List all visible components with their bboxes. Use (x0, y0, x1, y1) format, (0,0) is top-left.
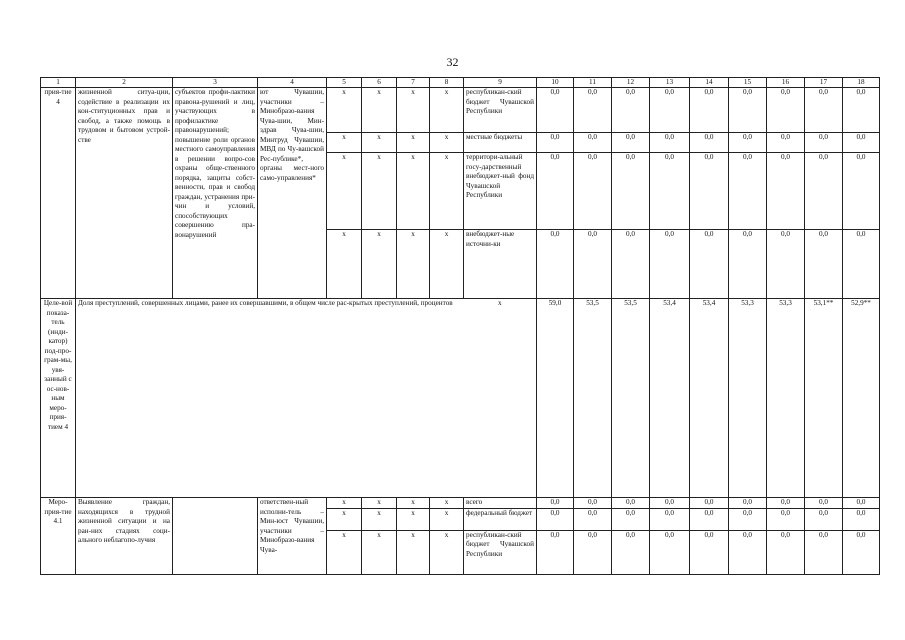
measure-4-1-code-cell: x (430, 498, 464, 509)
measure-4-value-cell: 0,0 (612, 133, 650, 153)
measure-4-1-value-cell: 0,0 (690, 530, 729, 574)
measure-4-value-cell: 0,0 (843, 153, 880, 230)
column-header-10: 10 (537, 78, 574, 88)
measure-4-code-cell: x (327, 153, 362, 230)
column-header-9: 9 (464, 78, 537, 88)
measure-4-code-cell: x (397, 88, 430, 133)
measure-4-1-value-cell: 0,0 (650, 508, 690, 530)
indicator-value-cell: 59,0 (537, 299, 574, 498)
measure-4-1-code-cell: x (362, 530, 397, 574)
measure-4-value-cell: 0,0 (767, 88, 805, 133)
indicator-text: Доля преступлений, совершенных лицами, ранее их совершавшими, в общем числе рас-крытых преступлений, процентов (76, 299, 464, 498)
measure-4-value-cell: 0,0 (650, 133, 690, 153)
measure-4-code-cell: x (327, 133, 362, 153)
measure-4-code-cell: x (397, 153, 430, 230)
measure-4-1-value-cell: 0,0 (843, 530, 880, 574)
measure-4-1-code-cell: x (327, 498, 362, 509)
measure-4-value-cell: 0,0 (650, 230, 690, 299)
measure-4-value-cell: 0,0 (729, 153, 767, 230)
measure-4-value-cell: 0,0 (650, 88, 690, 133)
measure-4-code-cell: x (430, 230, 464, 299)
measure-4-1-code-cell: x (362, 498, 397, 509)
measure-4-value-cell: 0,0 (690, 153, 729, 230)
measure-4-1-code-cell: x (362, 508, 397, 530)
measure-4-value-cell: 0,0 (537, 88, 574, 133)
column-header-14: 14 (690, 78, 729, 88)
measure-4-1-value-cell: 0,0 (612, 508, 650, 530)
measure-4-row (41, 88, 880, 133)
measure-4-1-value-cell: 0,0 (729, 508, 767, 530)
measure-4-value-cell: 0,0 (574, 230, 612, 299)
measure-4-1-code-cell: x (327, 530, 362, 574)
measure-4-value-cell: 0,0 (574, 133, 612, 153)
column-header-13: 13 (650, 78, 690, 88)
measure-4-1-row (41, 498, 880, 509)
measure-4-1-code-cell: x (327, 508, 362, 530)
measure-4-1-value-cell: 0,0 (805, 530, 843, 574)
measure-4-executors: ют Чувашии, участники – Минобразо-вания Чува-шии, Мин-здрав Чува-шии, Минтруд Чувашии, МВД по Чу-вашской Рес-публике*, органы мест-ного само-управления* (258, 88, 327, 299)
column-header-8: 8 (430, 78, 464, 88)
measure-4-value-cell: 0,0 (690, 133, 729, 153)
column-header-6: 6 (362, 78, 397, 88)
indicator-value-cell: 53,3 (767, 299, 805, 498)
measure-4-1-value-cell: 0,0 (537, 508, 574, 530)
measure-4-1-value-cell: 0,0 (612, 530, 650, 574)
measure-4-code-cell: x (362, 230, 397, 299)
indicator-value-cell: 53,3 (729, 299, 767, 498)
page-number: 32 (446, 55, 459, 69)
indicator-value-cell: 53,5 (612, 299, 650, 498)
column-header-7: 7 (397, 78, 430, 88)
measure-4-value-cell: 0,0 (729, 88, 767, 133)
measure-4-value-cell: 0,0 (767, 133, 805, 153)
measure-4-value-cell: 0,0 (843, 133, 880, 153)
measure-4-1-value-cell: 0,0 (574, 498, 612, 509)
measure-4-1-value-cell: 0,0 (805, 498, 843, 509)
column-header-16: 16 (767, 78, 805, 88)
measure-4-1-code-cell: x (397, 498, 430, 509)
measure-4-1-value-cell: 0,0 (612, 498, 650, 509)
measure-4-1-value-cell: 0,0 (767, 508, 805, 530)
measure-4-1-value-cell: 0,0 (729, 498, 767, 509)
measure-4-1-code-cell: x (430, 530, 464, 574)
measure-4-value-cell: 0,0 (843, 88, 880, 133)
measure-4-number: прия-тие 4 (41, 88, 76, 299)
measure-4-funding-source: местные бюджеты (464, 133, 537, 153)
measure-4-value-cell: 0,0 (729, 230, 767, 299)
indicator-row (41, 299, 880, 498)
measure-4-value-cell: 0,0 (729, 133, 767, 153)
measure-4-code-cell: x (397, 133, 430, 153)
measure-4-title: жизненной ситуа-ции, содействие в реализации их кон-ституционных прав и свобод, а также помощь в трудовом и бытовом устрой-стве (76, 88, 173, 299)
measure-4-1-funding-source: всего (464, 498, 537, 509)
measure-4-value-cell: 0,0 (612, 88, 650, 133)
measure-4-value-cell: 0,0 (690, 88, 729, 133)
measure-4-value-cell: 0,0 (650, 153, 690, 230)
measure-4-funding-source: внебюджет-ные источни-ки (464, 230, 537, 299)
measure-4-1-code-cell: x (397, 508, 430, 530)
measure-4-1-value-cell: 0,0 (767, 498, 805, 509)
measure-4-value-cell: 0,0 (574, 88, 612, 133)
measure-4-1-funding-source: республикан-ский бюджет Чувашской Республики (464, 530, 537, 574)
measure-4-value-cell: 0,0 (690, 230, 729, 299)
column-header-17: 17 (805, 78, 843, 88)
measure-4-1-value-cell: 0,0 (537, 498, 574, 509)
indicator-value-cell: 53,4 (650, 299, 690, 498)
indicator-value-cell: 52,9** (843, 299, 880, 498)
measure-4-value-cell: 0,0 (805, 88, 843, 133)
measure-4-description: субъектов профи-лактики правона-рушений и лиц, участвующих в профилактике правонарушений; повышение роли органов местного самоуправления в решении вопро-сов охраны обще-ственного порядка, защиты собст-венности, прав и свобод граждан, устранения при-чин и условий, способствующих совершению пра-вонарушений (173, 88, 258, 299)
column-header-12: 12 (612, 78, 650, 88)
measure-4-value-cell: 0,0 (843, 230, 880, 299)
measure-4-code-cell: x (327, 88, 362, 133)
measure-4-1-executors: ответствен-ный исполни-тель – Мин-юст Чувашии, участники – Минобразо-вания Чува- (258, 498, 327, 575)
measure-4-1-value-cell: 0,0 (690, 508, 729, 530)
measure-4-code-cell: x (430, 133, 464, 153)
measure-4-value-cell: 0,0 (612, 230, 650, 299)
measure-4-1-value-cell: 0,0 (574, 530, 612, 574)
measure-4-1-value-cell: 0,0 (690, 498, 729, 509)
measure-4-1-value-cell: 0,0 (843, 508, 880, 530)
measure-4-1-value-cell: 0,0 (537, 530, 574, 574)
measure-4-1-value-cell: 0,0 (650, 498, 690, 509)
column-header-18: 18 (843, 78, 880, 88)
measure-4-1-code-cell: x (430, 508, 464, 530)
measure-4-code-cell: x (430, 153, 464, 230)
measure-4-1-value-cell: 0,0 (843, 498, 880, 509)
measure-4-code-cell: x (362, 133, 397, 153)
measure-4-value-cell: 0,0 (805, 230, 843, 299)
measure-4-1-code-cell: x (397, 530, 430, 574)
measure-4-value-cell: 0,0 (767, 153, 805, 230)
measure-4-code-cell: x (327, 230, 362, 299)
measure-4-funding-source: республикан-ский бюджет Чувашской Республики (464, 88, 537, 133)
column-header-2: 2 (76, 78, 173, 88)
measure-4-value-cell: 0,0 (574, 153, 612, 230)
measure-4-code-cell: x (397, 230, 430, 299)
measure-4-value-cell: 0,0 (537, 230, 574, 299)
column-header-11: 11 (574, 78, 612, 88)
measure-4-1-title: Выявление граждан, находящихся в трудной жизненной ситуации и на ран-них стадиях соци-ального неблагопо-лучия (76, 498, 173, 575)
indicator-value-cell: 53,1** (805, 299, 843, 498)
measure-4-1-value-cell: 0,0 (729, 530, 767, 574)
column-header-4: 4 (258, 78, 327, 88)
measure-4-code-cell: x (362, 88, 397, 133)
measure-4-value-cell: 0,0 (612, 153, 650, 230)
measure-4-1-value-cell: 0,0 (767, 530, 805, 574)
measure-4-code-cell: x (430, 88, 464, 133)
indicator-label: Целе-вой показа-тель (инди-катор) под-про-грам-мы, увя-занный с ос-нов-ным меро-прия-тием 4 (41, 299, 76, 498)
table-header (41, 78, 880, 88)
column-header-3: 3 (173, 78, 258, 88)
measure-4-value-cell: 0,0 (805, 133, 843, 153)
column-header-1: 1 (41, 78, 76, 88)
measure-4-value-cell: 0,0 (537, 133, 574, 153)
measure-4-value-cell: 0,0 (537, 153, 574, 230)
measure-4-1-description (173, 498, 258, 575)
measure-4-1-number: Меро-прия-тие 4.1 (41, 498, 76, 575)
measure-4-funding-source: территори-альный госу-дарственный внебюджет-ный фонд Чувашской Республики (464, 153, 537, 230)
measure-4-value-cell: 0,0 (767, 230, 805, 299)
measure-4-code-cell: x (362, 153, 397, 230)
indicator-value-cell: 53,4 (690, 299, 729, 498)
program-table (40, 77, 880, 575)
measure-4-1-value-cell: 0,0 (805, 508, 843, 530)
measure-4-value-cell: 0,0 (805, 153, 843, 230)
measure-4-1-value-cell: 0,0 (650, 530, 690, 574)
column-header-15: 15 (729, 78, 767, 88)
measure-4-1-value-cell: 0,0 (574, 508, 612, 530)
measure-4-1-funding-source: федеральный бюджет (464, 508, 537, 530)
column-header-5: 5 (327, 78, 362, 88)
indicator-value-cell: 53,5 (574, 299, 612, 498)
indicator-code: x (464, 299, 537, 498)
